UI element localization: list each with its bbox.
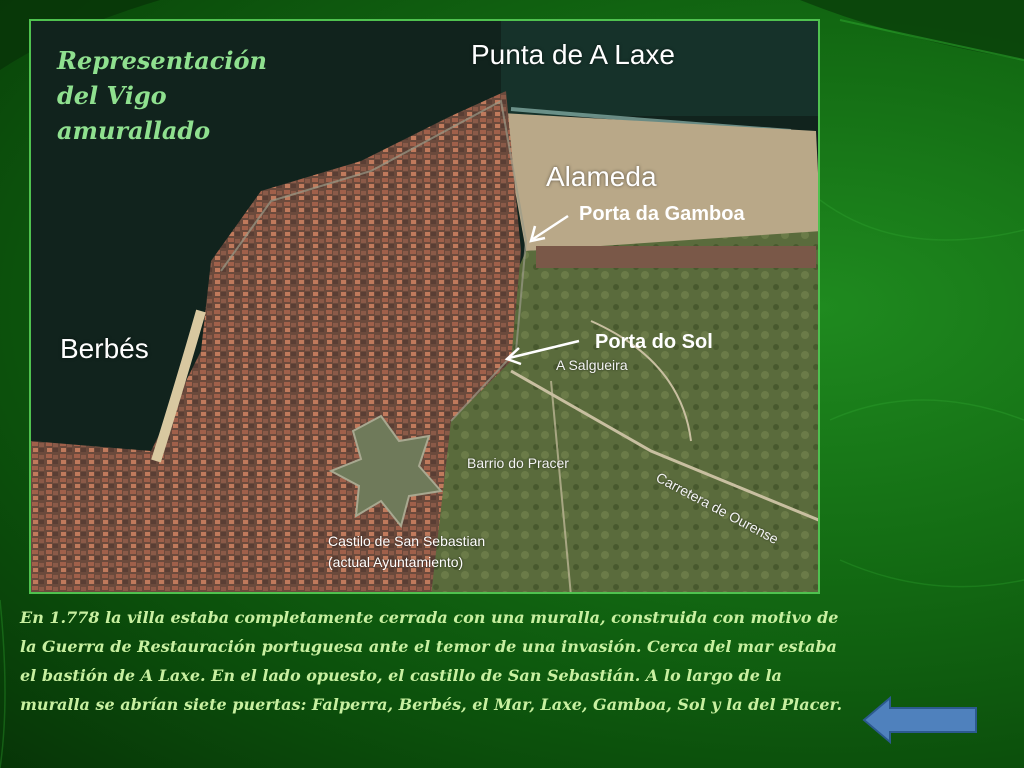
label-carretera-ourense: Carretera de Ourense <box>653 469 782 548</box>
label-castillo <box>328 531 485 573</box>
aerial-map <box>29 19 820 594</box>
slide-title: Representación del Vigo amurallado <box>57 46 267 145</box>
back-button[interactable] <box>862 696 980 744</box>
label-barrio-pracer: Barrio do Pracer <box>467 455 569 471</box>
slide-description: En 1.778 la villa estaba completamente cerrada con una muralla, construida con motivo de la Guerra de Restauración portuguesa ante el temor de una invasión. Cerca del mar estaba el bastión de A Laxe. En el lado opuesto, el castillo de San Sebastián. A lo largo de la muralla se abrían siete puertas: Falperra, Berbés, el Mar, Laxe, Gamboa, Sol y la del Placer. <box>20 608 843 714</box>
label-alameda: Alameda <box>546 161 657 192</box>
label-punta-laxe: Punta de A Laxe <box>471 39 675 70</box>
label-castillo-line1: Castilo de San Sebastian <box>328 533 486 549</box>
label-salgueira: A Salgueira <box>556 357 628 373</box>
label-berbes: Berbés <box>60 333 149 364</box>
left-arrow-icon <box>862 696 980 744</box>
label-castillo-line2: (actual Ayuntamiento) <box>328 554 464 570</box>
annotation-porta-gamboa: Porta da Gamboa <box>579 203 745 225</box>
annotation-porta-sol: Porta do Sol <box>595 331 713 353</box>
